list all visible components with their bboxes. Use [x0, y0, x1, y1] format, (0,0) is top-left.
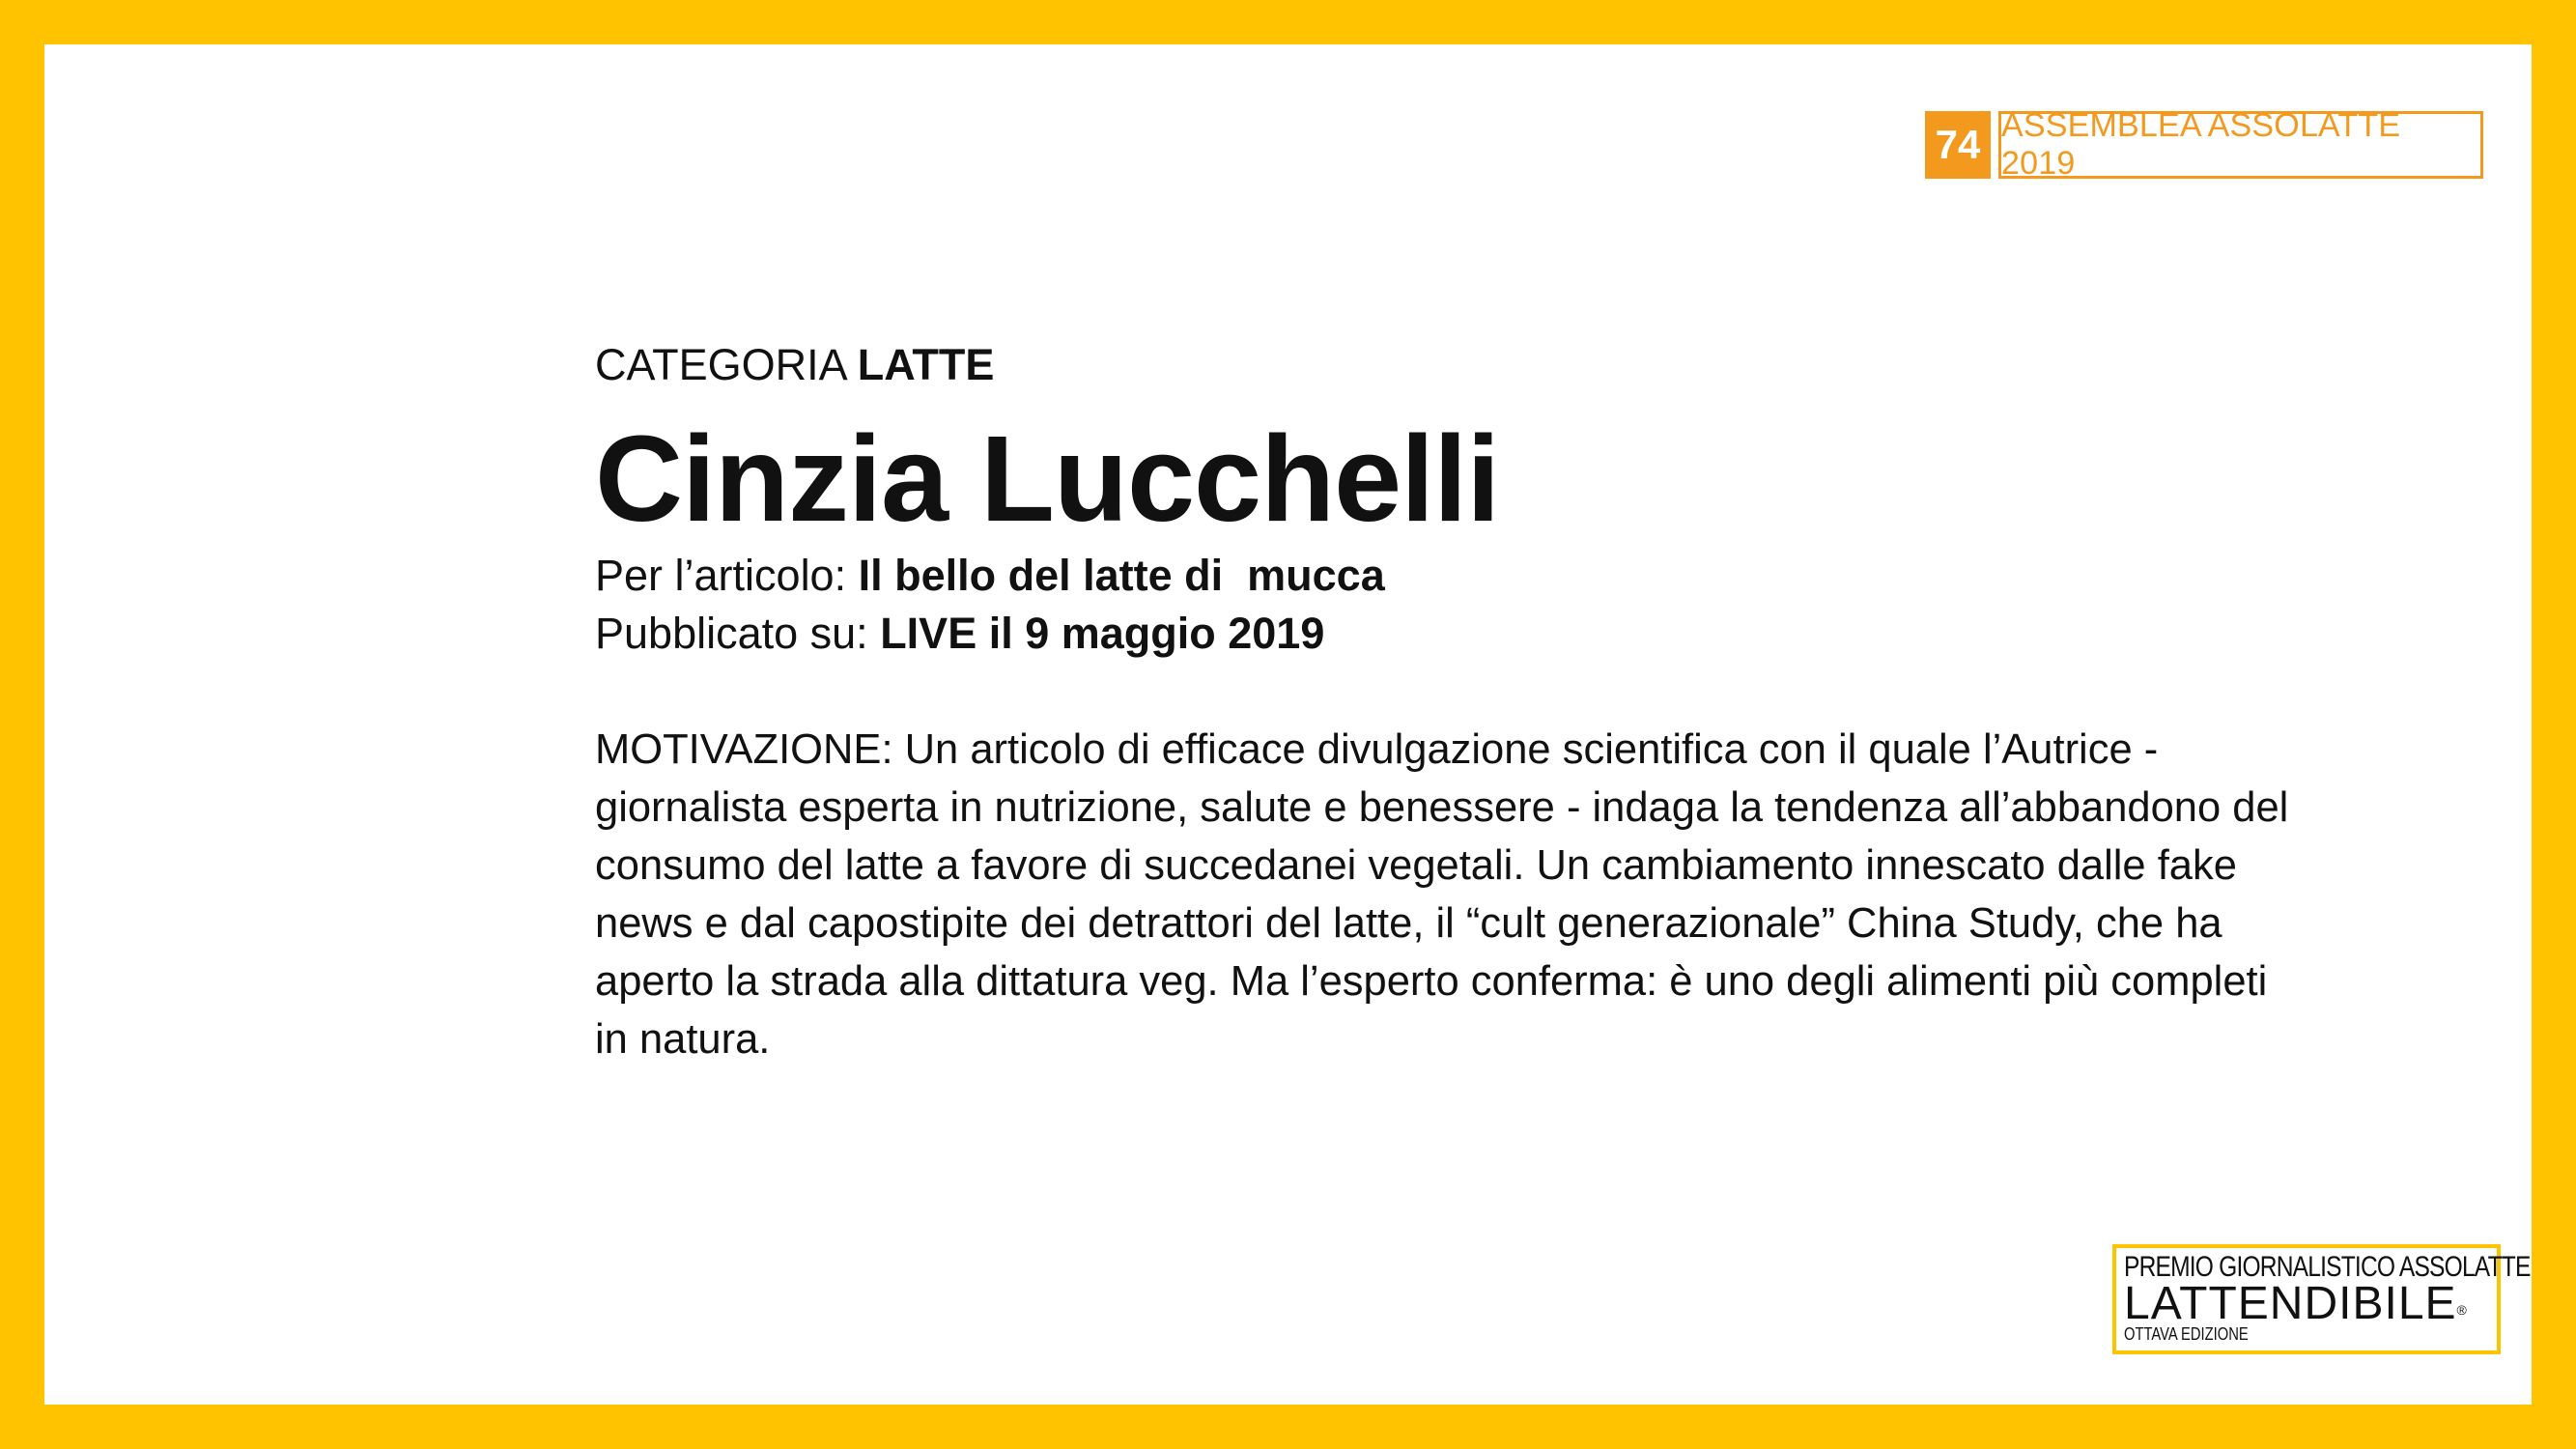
publication-label: Pubblicato su:: [595, 609, 881, 658]
header-tag: [1925, 107, 2483, 182]
event-title: ASSEMBLEA ASSOLATTE 2019: [1998, 111, 2483, 179]
article-label: Per l’articolo:: [595, 551, 859, 600]
motivation-line: giornalista esperta in nutrizione, salute e benessere - indaga la tendenza all’abbandono del: [595, 784, 2289, 831]
article-line: [595, 547, 2411, 605]
main-content: [595, 336, 2411, 1068]
category-value: LATTE: [857, 340, 995, 389]
logo-sub-text: OTTAVA EDIZIONE: [2124, 1324, 2249, 1344]
logo-main-text: [2124, 1278, 2489, 1329]
motivation-line: MOTIVAZIONE: Un articolo di efficace divulgazione scientifica con il quale l’Autrice -: [595, 726, 2159, 773]
logo-top-text: PREMIO GIORNALISTICO ASSOLATTE: [2124, 1251, 2531, 1283]
category-label: CATEGORIA: [595, 340, 858, 389]
motivation-line: in natura.: [595, 1016, 771, 1063]
motivation-line: consumo del latte a favore di succedanei vegetali. Un cambiamento innescato dalle fake: [595, 842, 2237, 889]
page-number: 74: [1925, 111, 1991, 179]
award-logo: [2112, 1244, 2531, 1354]
motivation-line: news e dal capostipite dei detrattori del latte, il “cult generazionale” China Study, che ha: [595, 900, 2222, 947]
publication-line: [595, 605, 2411, 663]
publication-value: LIVE il 9 maggio 2019: [880, 609, 1325, 658]
article-title: Il bello del latte di mucca: [858, 551, 1385, 600]
category-line: [595, 336, 2411, 394]
motivation-text: [595, 721, 2411, 1068]
motivation-line: aperto la strada alla dittatura veg. Ma l’esperto conferma: è uno degli alimenti più completi: [595, 958, 2268, 1005]
logo-brand: LATTENDIBILE: [2124, 1278, 2457, 1329]
registered-mark: ®: [2456, 1302, 2468, 1318]
author-name: Cinzia Lucchelli: [595, 411, 1500, 547]
